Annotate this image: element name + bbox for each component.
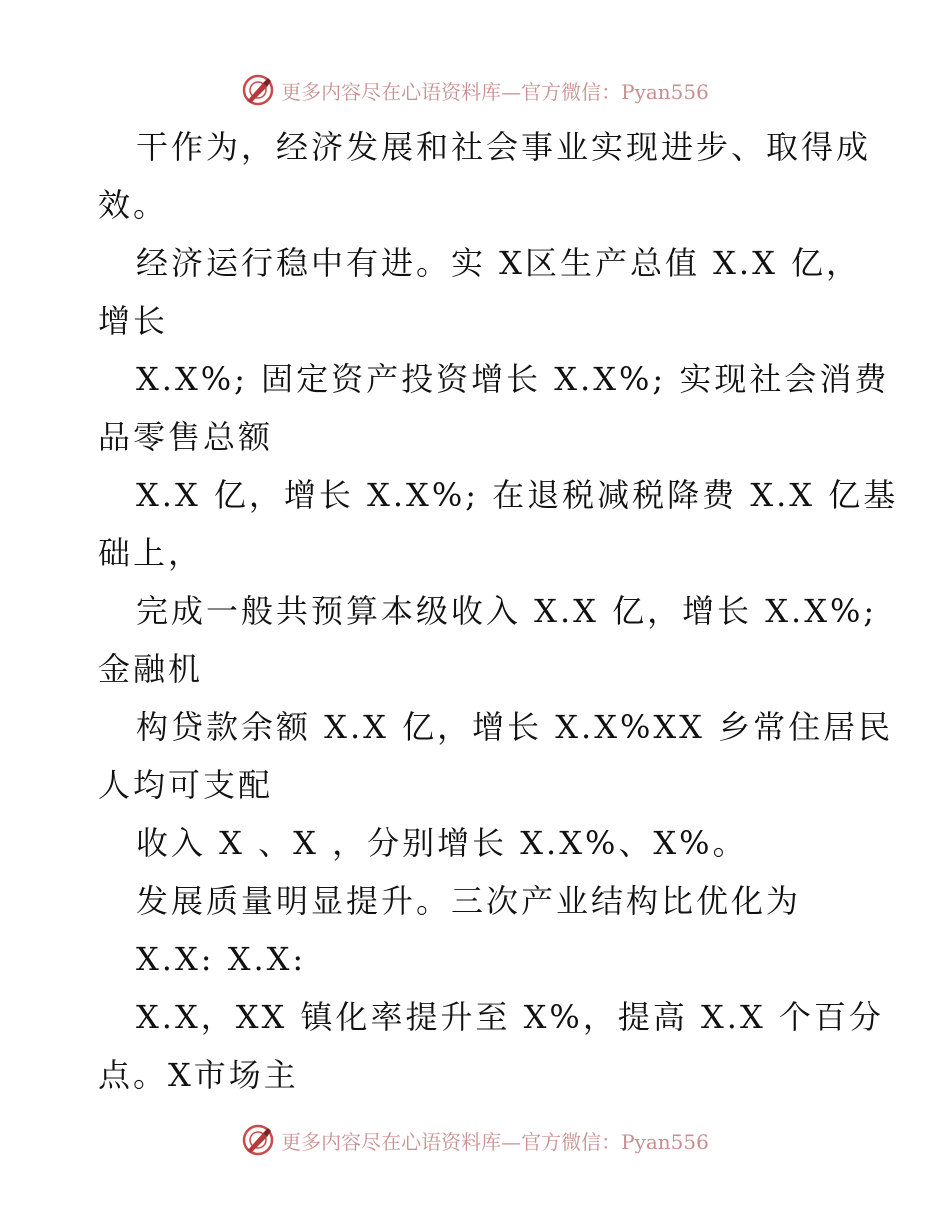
text-line: 构贷款余额 X.X 亿，增长 X.X%XX 乡常住居民 bbox=[136, 708, 894, 746]
text-line: 效。 bbox=[98, 186, 169, 224]
text-line: 品零售总额 bbox=[98, 418, 274, 456]
text-line: 完成一般共预算本级收入 X.X 亿，增长 X.X%; bbox=[136, 592, 878, 630]
text-line: 发展质量明显提升。三次产业结构比优化为 bbox=[136, 882, 802, 920]
watermark-text: 更多内容尽在心语资料库—官方微信：Pyan556 bbox=[281, 79, 709, 104]
text-line: X.X 亿，增长 X.X%; 在退税减税降费 X.X 亿基 bbox=[136, 476, 899, 514]
document-body bbox=[98, 118, 899, 1104]
header-watermark bbox=[0, 70, 950, 110]
text-line: 点。X市场主 bbox=[98, 1056, 299, 1094]
pen-logo-icon bbox=[241, 73, 275, 107]
text-line: 金融机 bbox=[98, 650, 204, 688]
text-line: 人均可支配 bbox=[98, 766, 274, 804]
text-line: 础上， bbox=[98, 534, 204, 572]
text-line: 经济运行稳中有进。实 X区生产总值 X.X 亿， bbox=[136, 244, 862, 282]
text-line: 收入 X 、X ，分别增长 X.X%、X%。 bbox=[136, 824, 748, 862]
text-line: X.X，XX 镇化率提升至 X%，提高 X.X 个百分 bbox=[136, 998, 884, 1036]
pen-logo-icon bbox=[241, 1123, 275, 1157]
footer-watermark bbox=[0, 1120, 950, 1160]
text-line: 增长 bbox=[98, 302, 169, 340]
text-line: X.X: X.X: bbox=[136, 940, 307, 978]
text-line: 干作为，经济发展和社会事业实现进步、取得成 bbox=[136, 128, 872, 166]
text-line: X.X%; 固定资产投资增长 X.X%; 实现社会消费 bbox=[136, 360, 890, 398]
watermark-text: 更多内容尽在心语资料库—官方微信：Pyan556 bbox=[281, 1129, 709, 1154]
